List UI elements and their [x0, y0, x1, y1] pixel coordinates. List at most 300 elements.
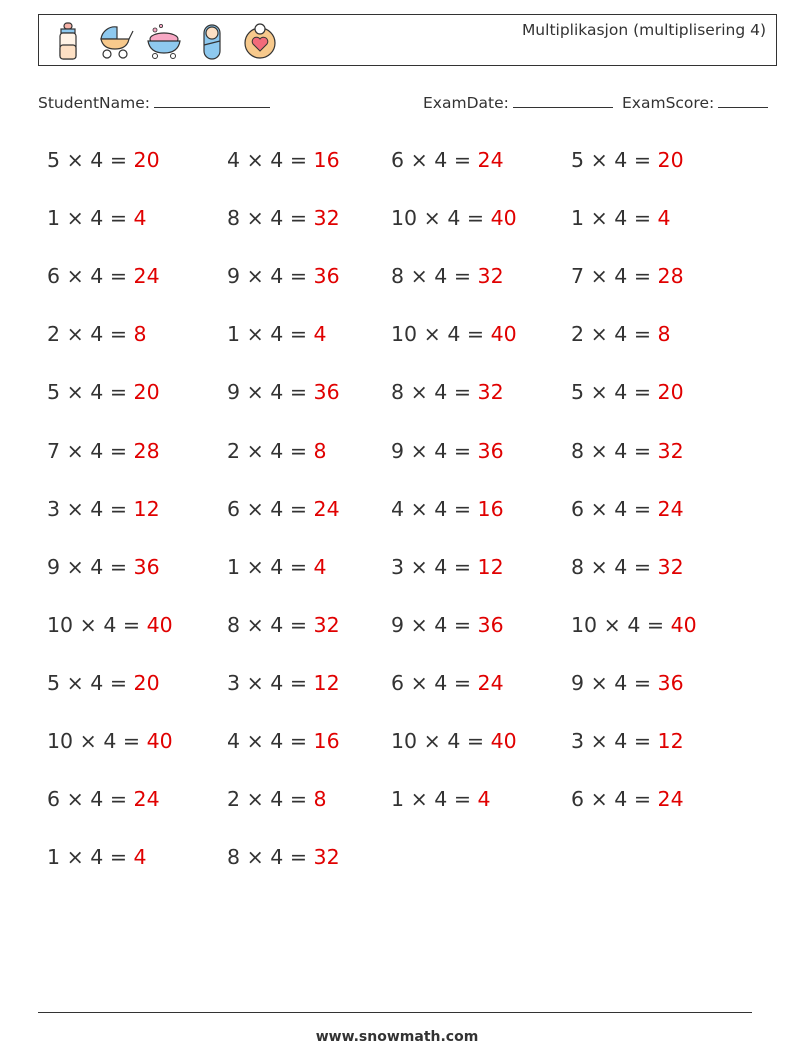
times-sign: ×	[584, 670, 615, 695]
equals-sign: =	[627, 670, 658, 695]
times-sign: ×	[584, 148, 615, 172]
multiplicand: 8	[227, 845, 241, 870]
multiplicand: 7	[571, 264, 585, 289]
exam-date-label: ExamDate:	[423, 94, 509, 112]
exam-score-field	[622, 93, 768, 112]
multiplier: 4	[434, 670, 448, 695]
problem-item	[227, 496, 340, 521]
multiplier: 4	[90, 496, 104, 521]
swaddled-baby-icon	[193, 21, 231, 61]
answer: 28	[657, 264, 684, 289]
answer: 32	[313, 612, 340, 637]
multiplier: 4	[270, 670, 284, 695]
problem-item	[47, 496, 160, 521]
equals-sign: =	[447, 496, 478, 521]
multiplier: 4	[90, 787, 104, 812]
equals-sign: =	[447, 612, 478, 637]
exam-date-blank[interactable]	[513, 93, 613, 108]
multiplier: 4	[90, 264, 104, 289]
multiplicand: 9	[391, 612, 405, 637]
times-sign: ×	[584, 554, 615, 579]
baby-bib-heart-icon	[241, 21, 279, 61]
multiplicand: 10	[47, 612, 74, 637]
times-sign: ×	[404, 670, 435, 695]
equals-sign: =	[283, 322, 314, 347]
problem-item	[227, 438, 327, 463]
equals-sign: =	[283, 845, 314, 870]
student-name-blank[interactable]	[154, 93, 270, 108]
equals-sign: =	[283, 148, 314, 172]
times-sign: ×	[584, 264, 615, 289]
multiplier: 4	[434, 612, 448, 637]
exam-date-field	[423, 93, 613, 112]
student-name-field	[38, 93, 270, 112]
multiplicand: 5	[571, 148, 585, 172]
times-sign: ×	[584, 729, 615, 753]
problem-item	[47, 612, 173, 637]
equals-sign: =	[627, 206, 658, 231]
answer: 12	[313, 670, 340, 695]
multiplier: 4	[627, 612, 641, 637]
multiplicand: 8	[571, 554, 585, 579]
equals-sign: =	[103, 322, 134, 347]
multiplicand: 6	[227, 496, 241, 521]
worksheet-title: Multiplikasjon (multiplisering 4)	[521, 21, 766, 39]
problem-item	[571, 731, 684, 752]
problem-item	[391, 731, 517, 752]
multiplicand: 4	[227, 148, 241, 172]
multiplier: 4	[270, 496, 284, 521]
problem-item	[571, 382, 684, 403]
student-name-label: StudentName:	[38, 94, 150, 112]
problem-item	[47, 324, 147, 345]
multiplicand: 1	[571, 206, 585, 231]
multiplicand: 6	[391, 148, 405, 172]
multiplicand: 2	[227, 787, 241, 812]
problem-item	[47, 670, 160, 695]
times-sign: ×	[240, 206, 271, 231]
problem-item	[47, 731, 173, 752]
equals-sign: =	[103, 206, 134, 231]
equals-sign: =	[283, 729, 314, 753]
answer: 16	[313, 148, 340, 172]
multiplier: 4	[614, 380, 628, 405]
times-sign: ×	[417, 322, 448, 347]
times-sign: ×	[60, 787, 91, 812]
times-sign: ×	[404, 787, 435, 812]
answer: 8	[133, 322, 147, 347]
times-sign: ×	[404, 438, 435, 463]
equals-sign: =	[103, 554, 134, 579]
multiplicand: 10	[47, 729, 74, 753]
problem-item	[391, 150, 504, 171]
answer: 12	[133, 496, 160, 521]
equals-sign: =	[103, 496, 134, 521]
times-sign: ×	[240, 496, 271, 521]
times-sign: ×	[60, 554, 91, 579]
equals-sign: =	[283, 264, 314, 289]
times-sign: ×	[60, 438, 91, 463]
answer: 32	[657, 438, 684, 463]
answer: 32	[657, 554, 684, 579]
baby-bath-icon	[145, 21, 183, 61]
multiplier: 4	[90, 554, 104, 579]
answer: 4	[133, 206, 147, 231]
multiplier: 4	[103, 729, 117, 753]
problem-item	[391, 382, 504, 403]
answer: 8	[657, 322, 671, 347]
multiplier: 4	[90, 322, 104, 347]
multiplier: 4	[614, 729, 628, 753]
multiplier: 4	[90, 438, 104, 463]
answer: 20	[133, 670, 160, 695]
equals-sign: =	[283, 612, 314, 637]
answer: 36	[477, 438, 504, 463]
equals-sign: =	[283, 554, 314, 579]
times-sign: ×	[597, 612, 628, 637]
equals-sign: =	[447, 380, 478, 405]
problem-item	[227, 208, 340, 229]
multiplier: 4	[614, 322, 628, 347]
times-sign: ×	[417, 206, 448, 231]
multiplicand: 4	[227, 729, 241, 753]
footer-url: www.snowmath.com	[315, 1029, 479, 1045]
equals-sign: =	[283, 206, 314, 231]
answer: 32	[477, 380, 504, 405]
answer: 24	[133, 787, 160, 812]
multiplicand: 9	[47, 554, 61, 579]
equals-sign: =	[627, 438, 658, 463]
multiplier: 4	[434, 496, 448, 521]
multiplicand: 8	[391, 380, 405, 405]
multiplier: 4	[270, 322, 284, 347]
answer: 36	[657, 670, 684, 695]
equals-sign: =	[103, 264, 134, 289]
multiplier: 4	[270, 380, 284, 405]
multiplicand: 9	[227, 264, 241, 289]
footer-divider	[38, 1012, 752, 1013]
times-sign: ×	[417, 729, 448, 753]
multiplicand: 8	[391, 264, 405, 289]
equals-sign: =	[447, 264, 478, 289]
equals-sign: =	[283, 380, 314, 405]
equals-sign: =	[103, 845, 134, 870]
times-sign: ×	[584, 787, 615, 812]
multiplier: 4	[270, 264, 284, 289]
multiplier: 4	[614, 438, 628, 463]
problem-item	[47, 847, 147, 868]
problem-item	[571, 670, 684, 695]
equals-sign: =	[116, 612, 147, 637]
answer: 4	[657, 206, 671, 231]
answer: 32	[313, 206, 340, 231]
worksheet-header	[38, 14, 777, 66]
answer: 12	[477, 554, 504, 579]
answer: 8	[313, 787, 327, 812]
answer: 16	[477, 496, 504, 521]
answer: 24	[477, 670, 504, 695]
exam-score-blank[interactable]	[718, 93, 768, 108]
times-sign: ×	[404, 612, 435, 637]
problem-item	[571, 789, 684, 810]
multiplicand: 1	[227, 554, 241, 579]
answer: 20	[657, 148, 684, 172]
answer: 24	[133, 264, 160, 289]
multiplicand: 3	[571, 729, 585, 753]
equals-sign: =	[103, 380, 134, 405]
multiplicand: 3	[227, 670, 241, 695]
times-sign: ×	[404, 554, 435, 579]
times-sign: ×	[404, 496, 435, 521]
answer: 36	[133, 554, 160, 579]
multiplier: 4	[434, 148, 448, 172]
equals-sign: =	[447, 670, 478, 695]
times-sign: ×	[60, 670, 91, 695]
problem-item	[227, 554, 327, 579]
equals-sign: =	[627, 264, 658, 289]
multiplicand: 4	[391, 496, 405, 521]
multiplicand: 10	[391, 729, 418, 753]
header-icons	[49, 21, 279, 61]
multiplier: 4	[614, 787, 628, 812]
multiplicand: 10	[391, 322, 418, 347]
multiplier: 4	[614, 554, 628, 579]
baby-stroller-icon	[97, 21, 135, 61]
equals-sign: =	[283, 496, 314, 521]
multiplier: 4	[103, 612, 117, 637]
multiplier: 4	[270, 787, 284, 812]
answer: 40	[146, 612, 173, 637]
multiplicand: 2	[571, 322, 585, 347]
times-sign: ×	[240, 264, 271, 289]
equals-sign: =	[447, 554, 478, 579]
multiplier: 4	[270, 554, 284, 579]
problem-item	[47, 208, 147, 229]
equals-sign: =	[460, 729, 491, 753]
multiplier: 4	[614, 496, 628, 521]
multiplicand: 10	[571, 612, 598, 637]
multiplicand: 6	[571, 496, 585, 521]
times-sign: ×	[404, 264, 435, 289]
multiplicand: 6	[47, 787, 61, 812]
answer: 28	[133, 438, 160, 463]
multiplier: 4	[434, 264, 448, 289]
answer: 12	[657, 729, 684, 753]
problem-item	[571, 324, 671, 345]
multiplier: 4	[90, 206, 104, 231]
multiplicand: 5	[47, 670, 61, 695]
equals-sign: =	[627, 554, 658, 579]
equals-sign: =	[447, 148, 478, 172]
times-sign: ×	[240, 148, 271, 172]
multiplicand: 2	[47, 322, 61, 347]
equals-sign: =	[627, 322, 658, 347]
multiplicand: 6	[47, 264, 61, 289]
multiplicand: 5	[47, 148, 61, 172]
multiplicand: 1	[47, 845, 61, 870]
multiplier: 4	[270, 612, 284, 637]
equals-sign: =	[283, 670, 314, 695]
problem-item	[47, 266, 160, 287]
equals-sign: =	[447, 787, 478, 812]
multiplicand: 7	[47, 438, 61, 463]
times-sign: ×	[73, 729, 104, 753]
problem-item	[391, 670, 504, 695]
times-sign: ×	[240, 729, 271, 753]
answer: 40	[490, 729, 517, 753]
equals-sign: =	[103, 148, 134, 172]
answer: 36	[313, 380, 340, 405]
problem-item	[391, 208, 517, 229]
multiplier: 4	[270, 729, 284, 753]
multiplier: 4	[614, 206, 628, 231]
times-sign: ×	[60, 380, 91, 405]
problem-item	[391, 266, 504, 287]
times-sign: ×	[404, 148, 435, 172]
answer: 4	[313, 322, 327, 347]
answer: 24	[313, 496, 340, 521]
multiplier: 4	[90, 148, 104, 172]
equals-sign: =	[283, 438, 314, 463]
answer: 40	[490, 206, 517, 231]
answer: 36	[477, 612, 504, 637]
times-sign: ×	[584, 496, 615, 521]
answer: 4	[133, 845, 147, 870]
problem-item	[391, 324, 517, 345]
equals-sign: =	[460, 206, 491, 231]
multiplicand: 8	[227, 612, 241, 637]
multiplicand: 9	[227, 380, 241, 405]
multiplicand: 5	[47, 380, 61, 405]
multiplicand: 1	[47, 206, 61, 231]
multiplicand: 1	[391, 787, 405, 812]
multiplier: 4	[270, 845, 284, 870]
problem-item	[571, 150, 684, 171]
multiplicand: 6	[571, 787, 585, 812]
answer: 32	[477, 264, 504, 289]
baby-bottle-icon	[49, 21, 87, 61]
times-sign: ×	[60, 496, 91, 521]
equals-sign: =	[103, 670, 134, 695]
answer: 4	[313, 554, 327, 579]
multiplier: 4	[270, 148, 284, 172]
answer: 40	[670, 612, 697, 637]
problem-item	[47, 150, 160, 171]
answer: 40	[490, 322, 517, 347]
multiplier: 4	[270, 206, 284, 231]
times-sign: ×	[73, 612, 104, 637]
multiplier: 4	[434, 554, 448, 579]
answer: 24	[657, 496, 684, 521]
problem-item	[571, 612, 697, 637]
multiplicand: 10	[391, 206, 418, 231]
times-sign: ×	[60, 264, 91, 289]
problem-item	[571, 496, 684, 521]
times-sign: ×	[584, 380, 615, 405]
multiplier: 4	[434, 438, 448, 463]
answer: 20	[133, 148, 160, 172]
multiplicand: 9	[571, 670, 585, 695]
problem-item	[571, 554, 684, 579]
problem-item	[227, 670, 340, 695]
answer: 20	[657, 380, 684, 405]
problem-item	[227, 150, 340, 171]
problem-item	[227, 266, 340, 287]
times-sign: ×	[60, 206, 91, 231]
multiplier: 4	[447, 206, 461, 231]
problem-item	[571, 438, 684, 463]
problem-item	[227, 612, 340, 637]
multiplier: 4	[447, 322, 461, 347]
multiplier: 4	[614, 264, 628, 289]
equals-sign: =	[116, 729, 147, 753]
multiplier: 4	[434, 787, 448, 812]
equals-sign: =	[460, 322, 491, 347]
answer: 4	[477, 787, 491, 812]
multiplicand: 1	[227, 322, 241, 347]
problem-item	[391, 612, 504, 637]
multiplicand: 3	[391, 554, 405, 579]
times-sign: ×	[584, 322, 615, 347]
equals-sign: =	[627, 729, 658, 753]
equals-sign: =	[103, 787, 134, 812]
answer: 36	[313, 264, 340, 289]
times-sign: ×	[584, 206, 615, 231]
answer: 24	[477, 148, 504, 172]
answer: 16	[313, 729, 340, 753]
answer: 20	[133, 380, 160, 405]
equals-sign: =	[627, 787, 658, 812]
problem-item	[227, 789, 327, 810]
equals-sign: =	[283, 787, 314, 812]
times-sign: ×	[240, 380, 271, 405]
multiplier: 4	[447, 729, 461, 753]
equals-sign: =	[627, 148, 658, 172]
multiplier: 4	[270, 438, 284, 463]
times-sign: ×	[240, 438, 271, 463]
equals-sign: =	[447, 438, 478, 463]
multiplicand: 3	[47, 496, 61, 521]
equals-sign: =	[627, 380, 658, 405]
exam-score-label: ExamScore:	[622, 94, 715, 112]
times-sign: ×	[240, 787, 271, 812]
times-sign: ×	[584, 438, 615, 463]
problem-item	[571, 208, 671, 229]
problem-item	[227, 847, 340, 868]
multiplier: 4	[90, 845, 104, 870]
problem-item	[47, 554, 160, 579]
multiplicand: 8	[227, 206, 241, 231]
multiplier: 4	[90, 380, 104, 405]
problem-item	[571, 266, 684, 287]
times-sign: ×	[240, 612, 271, 637]
problem-item	[391, 789, 491, 810]
times-sign: ×	[404, 380, 435, 405]
multiplicand: 9	[391, 438, 405, 463]
times-sign: ×	[60, 322, 91, 347]
multiplier: 4	[614, 670, 628, 695]
equals-sign: =	[640, 612, 671, 637]
problem-item	[227, 324, 327, 345]
answer: 40	[146, 729, 173, 753]
multiplicand: 8	[571, 438, 585, 463]
times-sign: ×	[240, 670, 271, 695]
problem-item	[227, 382, 340, 403]
problem-item	[47, 382, 160, 403]
times-sign: ×	[240, 554, 271, 579]
problem-item	[391, 496, 504, 521]
answer: 8	[313, 438, 327, 463]
